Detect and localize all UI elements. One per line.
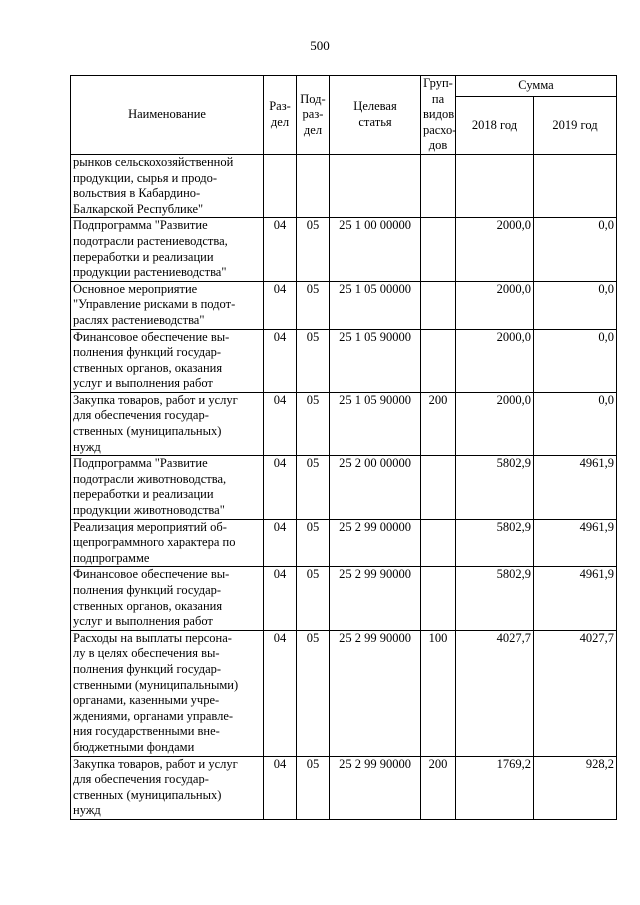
budget-table [70,75,617,820]
row-group: 100 [421,630,456,756]
row-target: 25 2 99 90000 [330,630,421,756]
row-name: Финансовое обеспечение вы- полнения функций государ- ственных органов, оказания услуг и выполнения работ [71,329,264,392]
row-group [421,281,456,329]
row-target: 25 2 99 90000 [330,567,421,630]
row-subsection: 05 [297,218,330,281]
row-section: 04 [264,756,297,819]
row-sum-2019: 0,0 [534,281,617,329]
row-sum-2018: 4027,7 [456,630,534,756]
row-target [330,154,421,217]
table-header [71,76,617,155]
row-subsection: 05 [297,329,330,392]
row-sum-2019: 4961,9 [534,456,617,519]
row-name: рынков сельскохозяйственной продукции, сырья и продо- вольствия в Кабардино- Балкарской Республике" [71,154,264,217]
row-sum-2018: 2000,0 [456,218,534,281]
table-row [71,756,617,819]
row-name: Закупка товаров, работ и услуг для обеспечения государ- ственных (муниципальных) нужд [71,756,264,819]
row-sum-2018: 2000,0 [456,392,534,455]
row-group: 200 [421,756,456,819]
row-section: 04 [264,630,297,756]
row-name: Подпрограмма "Развитие подотрасли растениеводства, переработки и реализации продукции растениеводства" [71,218,264,281]
row-name: Расходы на выплаты персона- лу в целях обеспечения вы- полнения функций государ- ственными (муниципальными) органами, казенными учре- ждениями, органами управле- ния государственными вне- бюджетными фондами [71,630,264,756]
row-subsection: 05 [297,519,330,567]
row-sum-2018 [456,154,534,217]
row-sum-2019: 4961,9 [534,567,617,630]
row-subsection: 05 [297,456,330,519]
header-section: Раз- дел [264,76,297,155]
row-section: 04 [264,329,297,392]
row-section [264,154,297,217]
row-section: 04 [264,519,297,567]
row-subsection [297,154,330,217]
row-group [421,519,456,567]
table-row [71,392,617,455]
row-section: 04 [264,567,297,630]
header-year-2018: 2018 год [456,97,534,155]
table-row [71,218,617,281]
row-target: 25 1 05 00000 [330,281,421,329]
header-year-2019: 2019 год [534,97,617,155]
row-group [421,456,456,519]
row-section: 04 [264,392,297,455]
table-row [71,456,617,519]
row-sum-2019: 0,0 [534,218,617,281]
header-target: Целевая статья [330,76,421,155]
row-sum-2018: 5802,9 [456,456,534,519]
row-sum-2018: 1769,2 [456,756,534,819]
row-subsection: 05 [297,392,330,455]
row-group [421,567,456,630]
row-sum-2019: 4027,7 [534,630,617,756]
row-group [421,329,456,392]
table-row [71,281,617,329]
page-number: 500 [310,38,330,53]
header-group: Груп- па видов расхо- дов [421,76,456,155]
row-group [421,218,456,281]
row-sum-2018: 2000,0 [456,281,534,329]
row-sum-2019: 4961,9 [534,519,617,567]
row-target: 25 1 05 90000 [330,329,421,392]
header-sum: Сумма [456,76,617,97]
row-name: Реализация мероприятий об- щепрограммного характера по подпрограмме [71,519,264,567]
row-group: 200 [421,392,456,455]
row-sum-2019: 0,0 [534,329,617,392]
table-row [71,519,617,567]
row-name: Финансовое обеспечение вы- полнения функций государ- ственных органов, оказания услуг и выполнения работ [71,567,264,630]
row-sum-2018: 5802,9 [456,519,534,567]
header-subsection: Под- раз- дел [297,76,330,155]
row-subsection: 05 [297,281,330,329]
table-row [71,154,617,217]
row-target: 25 2 99 00000 [330,519,421,567]
row-target: 25 2 00 00000 [330,456,421,519]
row-section: 04 [264,218,297,281]
row-subsection: 05 [297,630,330,756]
row-sum-2019: 928,2 [534,756,617,819]
row-target: 25 1 05 90000 [330,392,421,455]
row-sum-2019 [534,154,617,217]
row-name: Основное мероприятие "Управление рисками в подот- раслях растениеводства" [71,281,264,329]
row-sum-2019: 0,0 [534,392,617,455]
table-body [71,154,617,819]
table-row [71,630,617,756]
table-row [71,567,617,630]
row-name: Подпрограмма "Развитие подотрасли животноводства, переработки и реализации продукции животноводства" [71,456,264,519]
row-section: 04 [264,281,297,329]
row-sum-2018: 5802,9 [456,567,534,630]
row-target: 25 1 00 00000 [330,218,421,281]
row-target: 25 2 99 90000 [330,756,421,819]
row-name: Закупка товаров, работ и услуг для обеспечения государ- ственных (муниципальных) нужд [71,392,264,455]
header-name: Наименование [71,76,264,155]
row-group [421,154,456,217]
row-subsection: 05 [297,567,330,630]
row-subsection: 05 [297,756,330,819]
row-sum-2018: 2000,0 [456,329,534,392]
row-section: 04 [264,456,297,519]
table-row [71,329,617,392]
